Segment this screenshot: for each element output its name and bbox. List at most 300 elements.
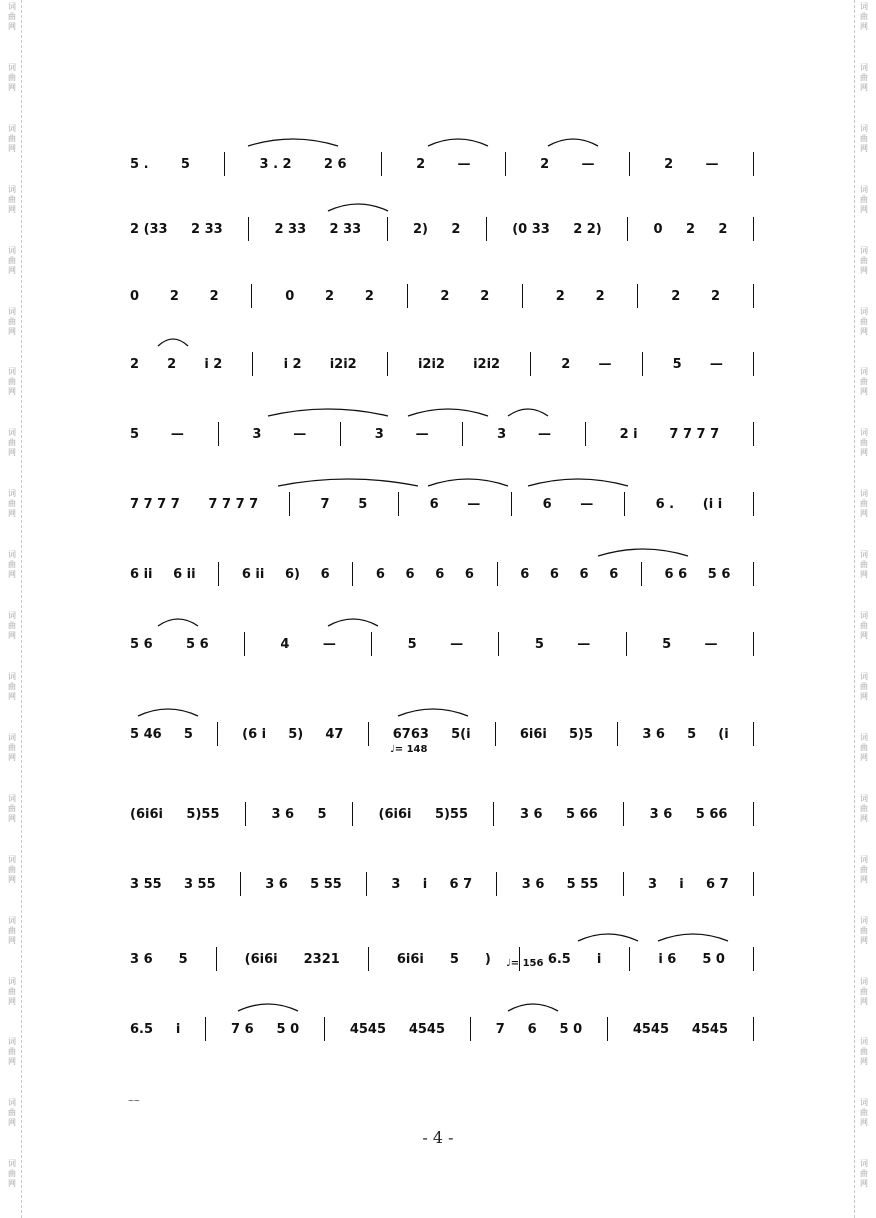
watermark-group [860, 487, 868, 548]
bar-line [340, 422, 341, 446]
watermark-char: 词 [860, 184, 868, 194]
slur [528, 479, 628, 486]
watermark-char: 词 [8, 854, 16, 864]
watermark-char: 网 [8, 874, 16, 884]
watermark-char: 网 [8, 22, 16, 31]
page-number: - 4 - [422, 1128, 454, 1147]
watermark-char: 词 [8, 367, 16, 377]
note-group: 5)55 [434, 807, 469, 822]
note-group: 2 [711, 289, 721, 304]
watermark-char: 网 [8, 387, 16, 397]
note-group: 6 [375, 567, 385, 582]
watermark-group [8, 244, 16, 305]
watermark-char: 曲 [8, 621, 16, 631]
watermark-char: 词 [8, 2, 16, 11]
note-group: i2i2 [329, 357, 357, 372]
note-group: 3 6 [265, 877, 288, 892]
note-group: 5 [449, 952, 459, 967]
watermark-char: 网 [8, 1118, 16, 1128]
slur [268, 409, 388, 416]
note-group: 3 . 2 [259, 157, 292, 172]
watermark-char: 曲 [8, 133, 16, 143]
watermark-char: 网 [860, 448, 868, 458]
note-group: i [596, 952, 602, 967]
note-group: 3 55 [130, 877, 162, 892]
note-group: 5 6 [130, 637, 153, 652]
score-line-notes [128, 628, 758, 652]
bar-line [607, 1017, 608, 1041]
watermark-char: 曲 [8, 1108, 16, 1118]
note-group: 5 [180, 157, 190, 172]
note-group: 47 [325, 727, 344, 742]
watermark-char: 词 [8, 732, 16, 742]
watermark-char: 曲 [860, 742, 868, 752]
note-group: 5 66 [566, 807, 598, 822]
note-group: 0 [130, 289, 140, 304]
note-group: — [581, 157, 595, 172]
note-group: 5 [183, 727, 193, 742]
note-group: 6 . [655, 497, 675, 512]
watermark-char: 曲 [8, 316, 16, 326]
watermark-char: 词 [860, 915, 868, 925]
bar-line [753, 217, 754, 241]
note-group: 5 6 [186, 637, 209, 652]
watermark-char: 网 [860, 22, 868, 31]
watermark-char: 词 [8, 428, 16, 438]
note-group: 6 [542, 497, 552, 512]
slur [138, 709, 198, 716]
watermark-char: 网 [860, 82, 868, 92]
slur [598, 549, 688, 556]
slur [328, 619, 378, 626]
bar-line [496, 872, 497, 896]
watermark-char: 词 [8, 611, 16, 621]
watermark-char: 网 [8, 143, 16, 153]
right-watermark-strip [854, 0, 873, 1218]
watermark-char: 词 [8, 306, 16, 316]
watermark-char: 词 [8, 245, 16, 255]
watermark-char: 词 [8, 915, 16, 925]
watermark-char: 曲 [8, 438, 16, 448]
note-group: 2 [130, 357, 140, 372]
note-group: 2 [440, 289, 450, 304]
note-group: 6 ii [241, 567, 265, 582]
note-group: 3 [647, 877, 657, 892]
watermark-char: 曲 [860, 316, 868, 326]
score-line-notes [128, 418, 758, 442]
note-group: i 2 [283, 357, 302, 372]
watermark-char: 曲 [8, 194, 16, 204]
score-line-notes [128, 718, 758, 742]
note-group: 0 [285, 289, 295, 304]
bar-line [371, 632, 372, 656]
watermark-char: 网 [860, 265, 868, 275]
score-line-notes [128, 558, 758, 582]
note-group: — [580, 497, 594, 512]
watermark-group [8, 731, 16, 792]
note-group: 6 ii [130, 567, 153, 582]
bar-line [244, 632, 245, 656]
watermark-group [8, 609, 16, 670]
watermark-char: 曲 [8, 681, 16, 691]
watermark-char: 词 [860, 854, 868, 864]
note-group: 5 55 [566, 877, 599, 892]
bar-line [753, 562, 754, 586]
watermark-group [860, 1157, 868, 1218]
note-group: 6i6i [519, 727, 547, 742]
note-group: 5 [687, 727, 697, 742]
note-group: — [450, 637, 464, 652]
score-line [128, 540, 758, 600]
watermark-char: 曲 [860, 864, 868, 874]
watermark-char: 网 [860, 752, 868, 762]
bar-line [252, 352, 253, 376]
watermark-char: 网 [860, 996, 868, 1006]
bar-line [224, 152, 225, 176]
bar-line [511, 492, 512, 516]
note-group: (0 33 [512, 222, 550, 237]
slur [428, 139, 488, 146]
watermark-group [860, 365, 868, 426]
watermark-group [860, 1035, 868, 1096]
bar-line [497, 562, 498, 586]
score-line-notes [128, 868, 758, 892]
bar-line [387, 352, 388, 376]
note-group: 6 [609, 567, 619, 582]
watermark-char: 曲 [8, 864, 16, 874]
score-line [128, 925, 758, 985]
watermark-char: 词 [8, 1098, 16, 1108]
watermark-char: 曲 [860, 1169, 868, 1179]
watermark-char: 词 [8, 976, 16, 986]
note-group: i 6 [658, 952, 677, 967]
note-group: i2i2 [417, 357, 445, 372]
note-group: 2 [416, 157, 426, 172]
note-group: 3 6 [519, 807, 543, 822]
note-group: 4545 [408, 1022, 446, 1037]
note-group: 4545 [632, 1022, 669, 1037]
note-group: 2) [412, 222, 428, 237]
bar-line [218, 562, 219, 586]
bar-line [623, 802, 624, 826]
note-group: 6 ii [173, 567, 196, 582]
watermark-char: 词 [8, 489, 16, 499]
bar-line [240, 872, 241, 896]
watermark-char: 网 [8, 509, 16, 519]
score-line [128, 780, 758, 840]
watermark-group [8, 670, 16, 731]
slur [248, 139, 338, 146]
watermark-char: 网 [8, 448, 16, 458]
watermark-char: 网 [860, 813, 868, 823]
note-group: 6 [527, 1022, 537, 1037]
score-line [128, 330, 758, 390]
watermark-char: 词 [8, 671, 16, 681]
watermark-char: 词 [860, 306, 868, 316]
note-group: 6 [549, 567, 559, 582]
watermark-char: 曲 [860, 377, 868, 387]
bar-line [626, 632, 627, 656]
watermark-group [8, 487, 16, 548]
bar-line [641, 562, 642, 586]
note-group: 5) [288, 727, 304, 742]
note-group: 2 [480, 289, 490, 304]
note-group: 7 7 7 7 [208, 497, 259, 512]
score-line [128, 850, 758, 910]
watermark-group [860, 548, 868, 609]
score-line-notes [128, 280, 758, 304]
bar-line [753, 632, 754, 656]
note-group: 5 55 [310, 877, 342, 892]
note-group: (6i6i [130, 807, 163, 822]
bar-line [205, 1017, 206, 1041]
note-group: — [415, 427, 429, 442]
bar-line [623, 872, 624, 896]
bar-line [217, 722, 218, 746]
slur [238, 1004, 298, 1011]
bar-line [530, 352, 531, 376]
note-group: 5 [534, 637, 544, 652]
watermark-char: 网 [8, 996, 16, 1006]
note-group: — [577, 637, 591, 652]
score-line-notes [128, 348, 758, 372]
left-watermark-strip [3, 0, 22, 1218]
bar-line [753, 422, 754, 446]
watermark-char: 曲 [8, 377, 16, 387]
watermark-char: 网 [8, 570, 16, 580]
note-group: i [679, 877, 684, 892]
watermark-group [860, 305, 868, 366]
bar-line [642, 352, 643, 376]
watermark-char: 词 [860, 1037, 868, 1047]
score-line-notes [128, 213, 758, 237]
score-line [128, 400, 758, 460]
note-group: — [457, 157, 471, 172]
watermark-char: 词 [8, 62, 16, 72]
note-group: — [598, 357, 612, 372]
note-group: 7 [320, 497, 330, 512]
note-group: 7 7 7 7 [669, 427, 720, 442]
note-group: 2 [595, 289, 605, 304]
watermark-char: 网 [860, 1057, 868, 1067]
slur [548, 139, 598, 146]
bar-line [245, 802, 246, 826]
bar-line [324, 1017, 325, 1041]
watermark-group [860, 670, 868, 731]
watermark-char: 曲 [860, 1108, 868, 1118]
watermark-group [8, 1035, 16, 1096]
watermark-group [860, 609, 868, 670]
note-group: 7 [495, 1022, 505, 1037]
note-group: 2 [718, 222, 728, 237]
bar-line [216, 947, 217, 971]
watermark-char: 曲 [8, 925, 16, 935]
watermark-group [860, 914, 868, 975]
note-group: 3 [497, 427, 507, 442]
note-group: 5 . [130, 157, 149, 172]
note-group: 2 [451, 222, 461, 237]
bar-line [753, 152, 754, 176]
watermark-char: 曲 [860, 681, 868, 691]
watermark-char: 词 [860, 1098, 868, 1108]
watermark-char: 词 [860, 245, 868, 255]
slur [158, 619, 198, 626]
score-line [128, 995, 758, 1055]
watermark-group [8, 853, 16, 914]
watermark-char: 网 [860, 691, 868, 701]
watermark-char: 曲 [8, 255, 16, 265]
watermark-char: 词 [860, 611, 868, 621]
score-line-notes [128, 1013, 758, 1037]
note-group: 6.5 [547, 952, 571, 967]
note-group: 6.5 [130, 1022, 154, 1037]
score-line-notes [128, 798, 758, 822]
note-group: 2 [325, 289, 335, 304]
watermark-group [8, 365, 16, 426]
watermark-char: 词 [860, 671, 868, 681]
watermark-group [8, 914, 16, 975]
note-group: — [170, 427, 184, 442]
watermark-char: 曲 [860, 803, 868, 813]
bar-line [486, 217, 487, 241]
watermark-group [860, 183, 868, 244]
note-group: 5 [178, 952, 188, 967]
note-group: 6 [579, 567, 589, 582]
watermark-char: 曲 [8, 560, 16, 570]
watermark-char: 曲 [8, 499, 16, 509]
watermark-char: 曲 [860, 12, 868, 21]
watermark-group [8, 548, 16, 609]
watermark-char: 曲 [8, 1169, 16, 1179]
watermark-group [860, 61, 868, 122]
cut-off-fragment: ~~ [128, 1096, 140, 1107]
note-group: 5 46 [130, 727, 162, 742]
note-group: (6i6i [244, 952, 278, 967]
watermark-group [8, 792, 16, 853]
note-group: (i i [702, 497, 723, 512]
tempo-mark-148: ♩= 148 [390, 744, 428, 755]
bar-line [407, 284, 408, 308]
note-group: 2 [209, 289, 219, 304]
note-group: 5 0 [559, 1022, 583, 1037]
bar-line [505, 152, 506, 176]
bar-line [368, 947, 369, 971]
watermark-char: 词 [8, 123, 16, 133]
watermark-group [8, 426, 16, 487]
watermark-char: 网 [860, 509, 868, 519]
bar-line [629, 947, 630, 971]
watermark-char: 网 [860, 935, 868, 945]
slur [328, 204, 388, 211]
watermark-char: 词 [860, 62, 868, 72]
bar-line [352, 802, 353, 826]
note-group: 2 [540, 157, 550, 172]
bar-line [495, 722, 496, 746]
score-line [128, 610, 758, 670]
score-line [128, 262, 758, 322]
watermark-char: 曲 [860, 255, 868, 265]
watermark-group [8, 183, 16, 244]
note-group: 6 [320, 567, 330, 582]
bar-line [366, 872, 367, 896]
note-group: 7 7 7 7 [130, 497, 180, 512]
note-group: — [709, 357, 723, 372]
note-group: 6i6i [396, 952, 424, 967]
watermark-char: 词 [860, 489, 868, 499]
watermark-char: 曲 [860, 499, 868, 509]
watermark-group [8, 1157, 16, 1218]
note-group: — [705, 157, 719, 172]
bar-line [218, 422, 219, 446]
note-group: — [704, 637, 718, 652]
note-group: — [538, 427, 551, 442]
note-group: 2 [671, 289, 681, 304]
watermark-char: 网 [8, 935, 16, 945]
watermark-char: 词 [8, 1037, 16, 1047]
note-group: — [322, 637, 336, 652]
score-line-notes [128, 943, 758, 967]
note-group: 2 6 [323, 157, 347, 172]
note-group: 6 [435, 567, 445, 582]
note-group: 5)5 [568, 727, 594, 742]
note-group: 6) [284, 567, 300, 582]
note-group: i 2 [204, 357, 223, 372]
note-group: 3 [252, 427, 262, 442]
watermark-char: 词 [860, 367, 868, 377]
score-line [128, 130, 758, 190]
note-group: 2 [561, 357, 571, 372]
watermark-char: 网 [860, 143, 868, 153]
watermark-group [860, 975, 868, 1036]
watermark-group [8, 0, 16, 61]
note-group: 5 [358, 497, 368, 512]
note-group: 2 [364, 289, 374, 304]
watermark-char: 曲 [860, 133, 868, 143]
slur [158, 339, 188, 346]
watermark-char: 网 [8, 204, 16, 214]
score-line [128, 470, 758, 530]
note-group: 6 [429, 497, 439, 512]
bar-line [251, 284, 252, 308]
score-line-notes [128, 148, 758, 172]
watermark-char: 网 [8, 82, 16, 92]
note-group: 5 [662, 637, 672, 652]
watermark-char: 曲 [860, 72, 868, 82]
watermark-char: 词 [860, 976, 868, 986]
note-group: 5 6 [707, 567, 731, 582]
note-group: 6 [464, 567, 474, 582]
watermark-char: 词 [860, 732, 868, 742]
note-group: 0 [653, 222, 663, 237]
watermark-char: 曲 [8, 72, 16, 82]
watermark-char: 网 [860, 326, 868, 336]
note-group: 6 [405, 567, 415, 582]
bar-line [753, 284, 754, 308]
bar-line [398, 492, 399, 516]
note-group: 4545 [349, 1022, 386, 1037]
bar-line [753, 872, 754, 896]
watermark-char: 网 [860, 570, 868, 580]
note-group: 5 66 [695, 807, 728, 822]
watermark-char: 词 [860, 428, 868, 438]
watermark-char: 曲 [860, 560, 868, 570]
note-group: ) [484, 952, 491, 967]
note-group: 2 33 [274, 222, 307, 237]
note-group: (6i6i [378, 807, 412, 822]
bar-line [493, 802, 494, 826]
watermark-char: 网 [8, 1057, 16, 1067]
note-group: — [467, 497, 481, 512]
